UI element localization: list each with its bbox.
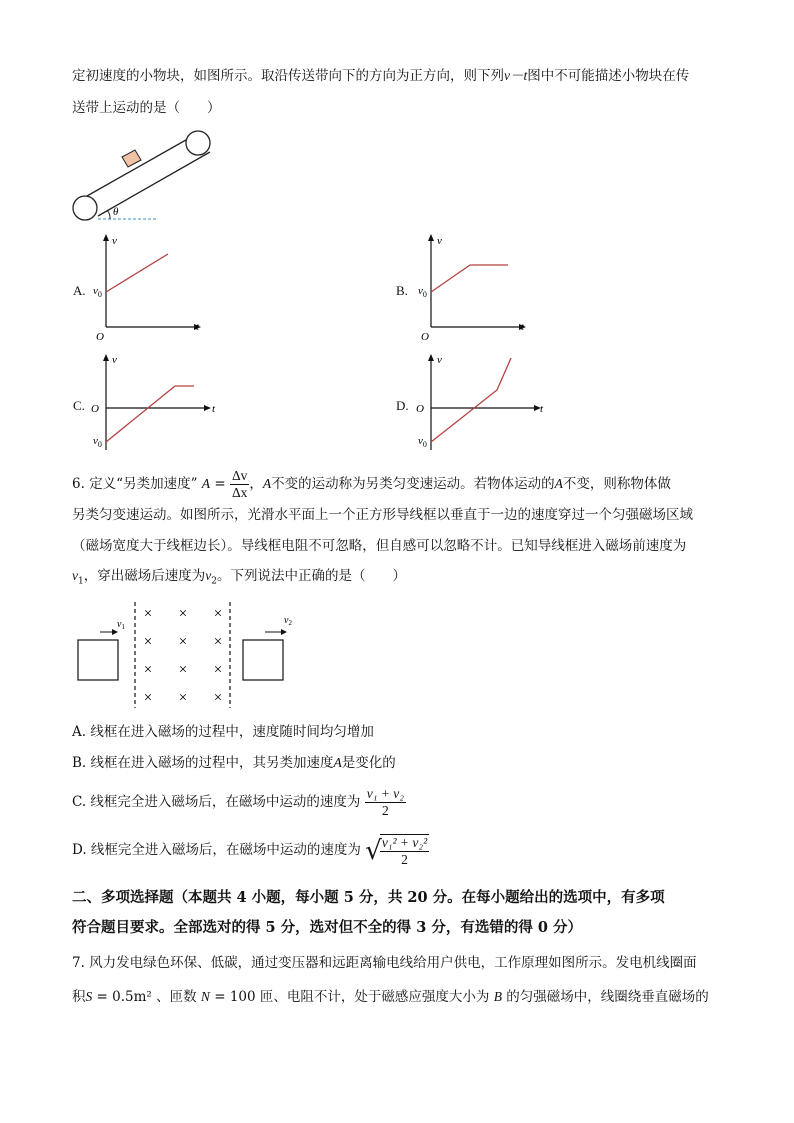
graph-b <box>413 232 543 342</box>
option-d-fraction: $\frac{\text{v₁² + v₂²}}{2}$ <box>381 834 428 867</box>
field-crosses <box>144 606 222 706</box>
v0-label: $v_0$ <box>93 435 102 449</box>
upper-roller <box>186 131 210 155</box>
v0-label: $v_0$ <box>93 285 102 299</box>
svg-text:×: × <box>213 690 223 706</box>
v-axis-label: v <box>437 354 442 366</box>
svg-text:×: × <box>178 634 188 650</box>
q6-option-d: D. 线框完全进入磁场后，在磁场中运动的速度为 √ $\frac{\text{v₁² + v₂²}}{2}$ <box>72 834 428 867</box>
symbol-A: A <box>201 476 211 491</box>
v1-label: $v_1$ <box>117 619 125 631</box>
t-axis-label: t <box>540 403 544 415</box>
svg-text:×: × <box>143 662 153 678</box>
section-2-heading-line-1: 二、多项选择题（本题共 4 小题，每小题 5 分，共 20 分。在每小题给出的选项中，有多项 <box>72 889 665 906</box>
svg-text:×: × <box>143 606 153 622</box>
v-axis-arrow <box>428 234 434 241</box>
lower-roller <box>73 196 97 220</box>
option-c-fraction: $\frac{\text{v₁ + v₂}}{2}$ <box>366 786 404 818</box>
graph-c-label: C. <box>73 398 85 413</box>
section-2-heading-line-2: 符合题目要求。全部选对的得 5 分，选对但不全的得 3 分，有选错的得 0 分） <box>72 919 583 936</box>
belt-top-edge <box>87 132 200 196</box>
q6-line-4: $v_1$，穿出磁场后速度为$v_2$。下列说法中正确的是（ ） <box>72 568 406 587</box>
v-axis-arrow <box>428 354 434 361</box>
origin-label: O <box>421 331 429 342</box>
t-axis-label: t <box>212 403 216 415</box>
v-axis-label: v <box>112 235 117 247</box>
q6-line-3: （磁场宽度大于线框边长）。导线框电阻不可忽略，但自感可以忽略不计。已知导线框进入磁场前速度为 <box>72 538 687 554</box>
vt-curve <box>431 358 511 442</box>
t-axis-label: t <box>196 321 200 333</box>
t-axis-arrow <box>204 405 211 411</box>
origin-label: O <box>96 331 104 342</box>
q6-line-2: 另类匀变速运动。如图所示，光滑水平面上一个正方形导线框以垂直于一边的速度穿过一个匀强磁场区域 <box>72 507 693 523</box>
q5-line-1: 定初速度的小物块，如图所示。取沿传送带向下的方向为正方向，则下列v－t图中不可能描述小物块在传 <box>72 68 690 84</box>
q6-option-c: C. 线框完全进入磁场后，在磁场中运动的速度为 $\frac{\text{v₁ + v₂}}{2}$ <box>72 786 404 818</box>
t-axis-label: t <box>521 321 525 333</box>
magnetic-field-figure <box>72 600 312 710</box>
graph-a <box>88 232 218 342</box>
vt-curve <box>431 265 508 292</box>
v0-label: $v_0$ <box>418 285 427 299</box>
q5-line-2: 送带上运动的是（ ） <box>72 100 221 116</box>
vt-symbol: v－t <box>504 68 528 83</box>
wire-frame-after <box>243 640 283 680</box>
conveyor-belt-figure <box>70 124 220 224</box>
q7-line-1: 7. 风力发电绿色环保、低碳，通过变压器和远距离输电线给用户供电，工作原理如图所示。发电机线圈面 <box>72 955 697 971</box>
svg-text:×: × <box>213 634 223 650</box>
v-axis-label: v <box>112 354 117 366</box>
q7-line-2: 积S = 0.5m² 、匝数 N = 100 匝、电阻不计，处于磁感应强度大小为 B 的匀强磁场中，线圈绕垂直磁场的 <box>72 989 709 1005</box>
svg-text:×: × <box>178 662 188 678</box>
svg-text:×: × <box>213 662 223 678</box>
graph-c <box>88 350 223 455</box>
small-block <box>122 150 141 167</box>
vt-curve <box>106 386 194 442</box>
theta-label: θ <box>113 206 119 218</box>
v-axis-arrow <box>103 234 109 241</box>
v0-label: $v_0$ <box>418 435 427 449</box>
q6-option-a: A. 线框在进入磁场的过程中，速度随时间均匀增加 <box>72 724 374 740</box>
svg-text:×: × <box>178 690 188 706</box>
graph-d-label: D. <box>396 398 409 413</box>
vt-curve <box>106 254 168 292</box>
svg-text:×: × <box>143 690 153 706</box>
graph-d <box>413 350 553 455</box>
delta-v-over-delta-x: $\frac{\Delta v}{\Delta x}$ <box>231 468 248 500</box>
svg-text:×: × <box>178 606 188 622</box>
wire-frame-before <box>78 640 118 680</box>
origin-label: O <box>416 403 424 415</box>
v-axis-arrow <box>103 354 109 361</box>
sqrt-sign-icon: √ <box>365 835 382 866</box>
graph-a-label: A. <box>73 283 86 298</box>
v2-label: $v_2$ <box>284 615 292 627</box>
q6-option-b: B. 线框在进入磁场的过程中，其另类加速度A是变化的 <box>72 755 396 771</box>
v-axis-label: v <box>437 235 442 247</box>
angle-arc <box>107 210 110 219</box>
svg-text:×: × <box>143 634 153 650</box>
origin-label: O <box>91 403 99 415</box>
svg-text:×: × <box>213 606 223 622</box>
graph-b-label: B. <box>396 283 408 298</box>
q6-line-1: 6. 定义“另类加速度” A = $\frac{\Delta v}{\Delta x}$ ，A不变的运动称为另类匀变速运动。若物体运动的A不变，则称物体做 <box>72 468 671 500</box>
